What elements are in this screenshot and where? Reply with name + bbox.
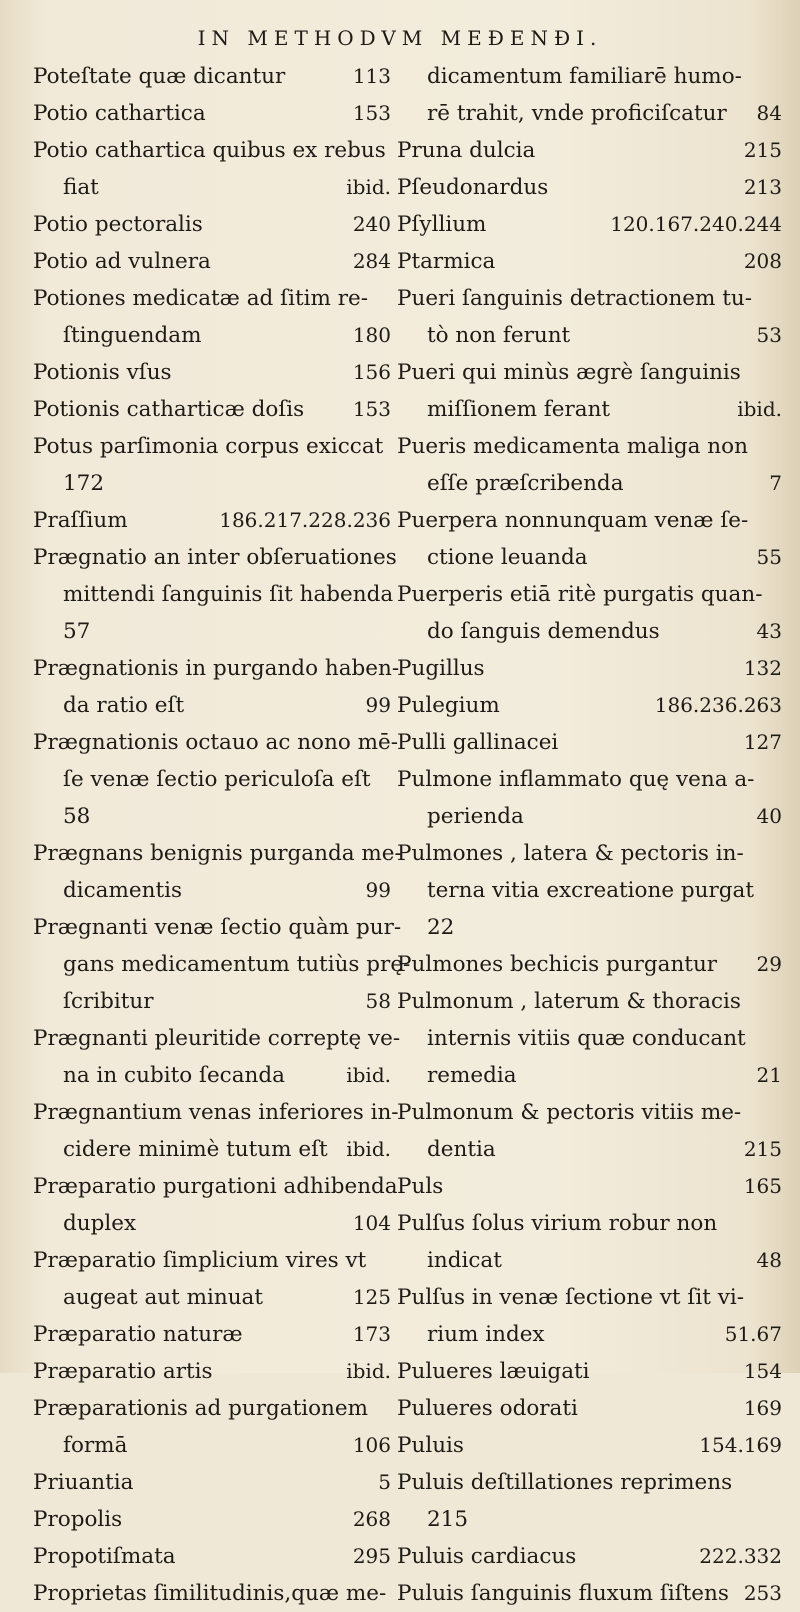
page-reference: 284	[352, 249, 391, 273]
entry-text: ſtinguendam	[63, 323, 202, 348]
page-reference: 113	[352, 64, 391, 88]
index-entry-line	[33, 872, 391, 909]
page-reference: 240	[352, 212, 391, 236]
entry-text: Pueri ſanguinis detractionem tu-	[397, 286, 752, 311]
page-reference: 154.169	[699, 1433, 782, 1457]
page-reference: 125	[352, 1285, 391, 1309]
page-reference: 127	[743, 730, 782, 754]
index-entry-line	[33, 1353, 391, 1390]
page-reference: ibid.	[737, 397, 782, 421]
page-reference: 165	[743, 1174, 782, 1198]
index-entry-line	[33, 428, 391, 465]
entry-text: Priuantia	[33, 1470, 134, 1495]
entry-text: tò non ferunt	[427, 323, 571, 348]
page-reference: 84	[756, 101, 782, 125]
index-entry-line	[33, 1316, 391, 1353]
index-entry-line	[397, 798, 782, 835]
index-entry-line	[397, 613, 782, 650]
entry-text: Potio cathartica	[33, 101, 206, 126]
index-entry-line	[33, 724, 398, 761]
index-entry-line	[33, 317, 391, 354]
entry-text: 172	[63, 471, 105, 496]
index-entry-line	[397, 502, 782, 539]
entry-text: indicat	[427, 1248, 502, 1273]
index-entry-line	[33, 132, 391, 169]
page-reference: 120.167.240.244	[610, 212, 782, 236]
index-entry-line	[397, 576, 782, 613]
entry-text: Prægnanti pleuritide correptę ve-	[33, 1026, 401, 1051]
entry-text: Pugillus	[397, 656, 485, 681]
index-entry-line	[397, 1242, 782, 1279]
entry-text: Pulmonum & pectoris vitiis me-	[397, 1100, 742, 1125]
entry-text: Prægnationis in purgando haben-	[33, 656, 400, 681]
entry-text: 22	[427, 915, 455, 940]
entry-text: rē trahit, vnde proficiſcatur	[427, 101, 727, 126]
page-reference: 295	[352, 1544, 391, 1568]
page-reference: 5	[378, 1470, 391, 1494]
entry-text: Propolis	[33, 1507, 123, 1532]
entry-text: eſſe præſcribenda	[427, 471, 624, 496]
entry-text: ctione leuanda	[427, 545, 588, 570]
page-reference: 169	[743, 1396, 782, 1420]
page-reference: 104	[352, 1211, 391, 1235]
index-entry-line	[397, 1279, 782, 1316]
page-reference: 173	[352, 1322, 391, 1346]
page-reference: 106	[352, 1433, 391, 1457]
page-reference: 40	[756, 804, 782, 828]
page-reference: 186.217.228.236	[219, 508, 391, 532]
index-entry-line	[33, 1094, 399, 1131]
page-reference: 154	[743, 1359, 782, 1383]
index-column-right	[397, 58, 782, 1612]
entry-text: Prægnans benignis purganda me-	[33, 841, 402, 866]
index-entry-line	[33, 1020, 401, 1057]
index-entry-line	[33, 613, 391, 650]
index-entry-line	[33, 1279, 391, 1316]
index-entry-line	[397, 539, 782, 576]
entry-text: Puls	[397, 1174, 444, 1199]
index-entry-line	[33, 169, 391, 206]
page-reference: 55	[756, 545, 782, 569]
entry-text: 57	[63, 619, 91, 644]
index-entry-line	[33, 1427, 391, 1464]
entry-text: Pruna dulcia	[397, 138, 536, 163]
page-reference: 132	[743, 656, 782, 680]
index-entry-line	[397, 872, 782, 909]
entry-text: Puerperis etiā ritè purgatis quan-	[397, 582, 763, 607]
page-reference: 43	[756, 619, 782, 643]
entry-text: Pulmones bechicis purgantur	[397, 952, 718, 977]
entry-text: do ſanguis demendus	[427, 619, 660, 644]
index-entry-line	[33, 502, 391, 539]
index-entry-line	[33, 909, 402, 946]
index-entry-line	[33, 465, 391, 502]
entry-text: Prægnanti venæ ſectio quàm pur-	[33, 915, 402, 940]
page-reference: 51.67	[724, 1322, 782, 1346]
index-entry-line	[397, 428, 782, 465]
entry-text: Potio cathartica quibus ex rebus	[33, 138, 386, 163]
index-entry-line	[397, 1501, 782, 1538]
index-entry-line	[33, 687, 391, 724]
entry-text: Pſeudonardus	[397, 175, 549, 200]
entry-text: Puluis cardiacus	[397, 1544, 577, 1569]
index-entry-line	[397, 1575, 782, 1612]
entry-text: Præparatio purgationi adhibenda	[33, 1174, 398, 1199]
entry-text: Pulueres læuigati	[397, 1359, 590, 1384]
entry-text: Pulli gallinacei	[397, 730, 559, 755]
entry-text: Potio ad vulnera	[33, 249, 211, 274]
index-entry-line	[33, 1242, 391, 1279]
page-reference: 48	[756, 1248, 782, 1272]
entry-text: Puluis deſtillationes reprimens	[397, 1470, 733, 1495]
index-entry-line	[33, 1575, 391, 1612]
index-entry-line	[397, 1353, 782, 1390]
entry-text: Pulmonum , laterum & thoracis	[397, 989, 741, 1014]
entry-text: Potio pectoralis	[33, 212, 203, 237]
entry-text: Potionis catharticæ doſis	[33, 397, 305, 422]
page-reference: 180	[352, 323, 391, 347]
entry-text: Propotiſmata	[33, 1544, 176, 1569]
entry-text: Pulegium	[397, 693, 500, 718]
entry-text: Praſſium	[33, 508, 128, 533]
entry-text: Præparatio naturæ	[33, 1322, 243, 1347]
index-entry-line	[397, 95, 782, 132]
index-entry-line	[397, 132, 782, 169]
index-column-left	[33, 58, 411, 1612]
entry-text: Pulſus ſolus virium robur non	[397, 1211, 718, 1236]
index-entry-line	[397, 354, 782, 391]
index-entry-line	[33, 354, 391, 391]
index-entry-line	[397, 687, 782, 724]
entry-text: Prægnantium venas inferiores in-	[33, 1100, 399, 1125]
index-entry-line	[33, 280, 391, 317]
page-reference: 222.332	[699, 1544, 782, 1568]
page-reference: 53	[756, 323, 782, 347]
index-entry-line	[33, 1205, 391, 1242]
index-entry-line	[33, 1538, 391, 1575]
entry-text: internis vitiis quæ conducant	[427, 1026, 746, 1051]
page-reference: 153	[352, 397, 391, 421]
page-reference: ibid.	[346, 1359, 391, 1383]
entry-text: Præparatio artis	[33, 1359, 213, 1384]
index-entry-line	[33, 798, 391, 835]
page-reference: ibid.	[346, 1063, 391, 1087]
page-reference: 268	[352, 1507, 391, 1531]
page-reference: 99	[365, 693, 391, 717]
index-entry-line	[33, 1501, 391, 1538]
index-entry-line	[397, 724, 782, 761]
index-entry-line	[33, 1168, 398, 1205]
entry-text: Puluis	[397, 1433, 464, 1458]
running-header: IN METHODVM MEÐENÐI.	[197, 26, 603, 50]
index-entry-line	[397, 946, 782, 983]
entry-text: remedia	[427, 1063, 517, 1088]
page-reference: 29	[756, 952, 782, 976]
index-entry-line	[397, 317, 782, 354]
index-entry-line	[397, 391, 782, 428]
entry-text: Proprietas ſimilitudinis,quæ me-	[33, 1581, 387, 1606]
index-entry-line	[397, 835, 782, 872]
entry-text: na in cubito ſecanda	[63, 1063, 285, 1088]
entry-text: terna vitia excreatione purgat	[427, 878, 755, 903]
index-entry-line	[33, 946, 411, 983]
page-reference: ibid.	[346, 175, 391, 199]
index-entry-line	[397, 909, 782, 946]
entry-text: Præparationis ad purgationem	[33, 1396, 368, 1421]
index-entry-line	[397, 1131, 782, 1168]
page-reference: 153	[352, 101, 391, 125]
entry-text: Pulueres odorati	[397, 1396, 578, 1421]
page-reference: 21	[756, 1063, 782, 1087]
entry-text: Ptarmica	[397, 249, 496, 274]
index-entry-line	[33, 576, 394, 613]
index-entry-line	[33, 1390, 391, 1427]
entry-text: duplex	[63, 1211, 137, 1236]
entry-text: formā	[63, 1433, 128, 1458]
entry-text: Puluis ſanguinis fluxum ſiſtens	[397, 1581, 729, 1606]
index-entry-line	[33, 983, 391, 1020]
index-entry-line	[33, 835, 402, 872]
entry-text: perienda	[427, 804, 524, 829]
entry-text: miſſionem ferant	[427, 397, 611, 422]
index-entry-line	[397, 650, 782, 687]
index-entry-line	[33, 206, 391, 243]
entry-text: augeat aut minuat	[63, 1285, 263, 1310]
entry-text: cidere minimè tutum eſt	[63, 1137, 328, 1162]
index-entry-line	[397, 1538, 782, 1575]
page-reference: 186.236.263	[654, 693, 782, 717]
index-entry-line	[397, 1390, 782, 1427]
page-reference: 253	[743, 1581, 782, 1605]
entry-text: Pueris medicamenta maliga non	[397, 434, 748, 459]
page-reference: 215	[743, 1137, 782, 1161]
entry-text: Pulmones , latera & pectoris in-	[397, 841, 744, 866]
entry-text: Pulſus in venæ ſectione vt ſit vi-	[397, 1285, 744, 1310]
index-entry-line	[33, 95, 391, 132]
entry-text: dentia	[427, 1137, 496, 1162]
page-reference: 99	[365, 878, 391, 902]
index-entry-line	[397, 1205, 782, 1242]
entry-text: Prægnatio an inter obſeruationes	[33, 545, 397, 570]
entry-text: dicamentum familiarē humo-	[427, 64, 742, 89]
index-entry-line	[33, 539, 397, 576]
page-reference: 213	[743, 175, 782, 199]
entry-text: Potionis vſus	[33, 360, 172, 385]
index-entry-line	[397, 1057, 782, 1094]
entry-text: 215	[427, 1507, 469, 1532]
index-entry-line	[33, 391, 391, 428]
index-entry-line	[33, 761, 391, 798]
entry-text: mittendi ſanguinis ſit habenda	[63, 582, 394, 607]
entry-text: fiat	[63, 175, 99, 200]
page-reference: 215	[743, 138, 782, 162]
index-entry-line	[397, 983, 782, 1020]
index-entry-line	[397, 1168, 782, 1205]
index-entry-line	[397, 1316, 782, 1353]
entry-text: gans medicamentum tutiùs prę-	[63, 952, 411, 977]
index-entry-line	[33, 1464, 391, 1501]
entry-text: Puerpera nonnunquam venæ ſe-	[397, 508, 749, 533]
page-reference: 7	[769, 471, 782, 495]
index-entry-line	[397, 465, 782, 502]
index-entry-line	[33, 650, 400, 687]
index-entry-line	[397, 243, 782, 280]
index-entry-line	[33, 58, 391, 95]
entry-text: dicamentis	[63, 878, 183, 903]
index-entry-line	[397, 169, 782, 206]
index-entry-line	[397, 58, 782, 95]
entry-text: rium index	[427, 1322, 545, 1347]
index-entry-line	[397, 206, 782, 243]
page-reference: 156	[352, 360, 391, 384]
entry-text: Potiones medicatæ ad ſitim re-	[33, 286, 368, 311]
entry-text: Pulmone inflammato quę vena a-	[397, 767, 755, 792]
index-entry-line	[397, 1464, 782, 1501]
entry-text: Poteſtate quæ dicantur	[33, 64, 286, 89]
entry-text: Præparatio ſimplicium vires vt	[33, 1248, 367, 1273]
index-entry-line	[397, 761, 782, 798]
index-entry-line	[397, 1020, 782, 1057]
entry-text: Prægnationis octauo ac nono mē-	[33, 730, 398, 755]
entry-text: ſe venæ ſectio periculoſa eſt	[63, 767, 371, 792]
index-entry-line	[33, 243, 391, 280]
page-reference: 58	[365, 989, 391, 1013]
entry-text: Pſyllium	[397, 212, 487, 237]
index-entry-line	[397, 1427, 782, 1464]
entry-text: ſcribitur	[63, 989, 154, 1014]
index-entry-line	[397, 1094, 782, 1131]
entry-text: Pueri qui minùs ægrè ſanguinis	[397, 360, 741, 385]
page-reference: 208	[743, 249, 782, 273]
index-entry-line	[33, 1131, 391, 1168]
entry-text: 58	[63, 804, 91, 829]
entry-text: da ratio eſt	[63, 693, 185, 718]
index-entry-line	[33, 1057, 391, 1094]
index-entry-line	[397, 280, 782, 317]
page-reference: ibid.	[346, 1137, 391, 1161]
entry-text: Potus parſimonia corpus exiccat	[33, 434, 384, 459]
